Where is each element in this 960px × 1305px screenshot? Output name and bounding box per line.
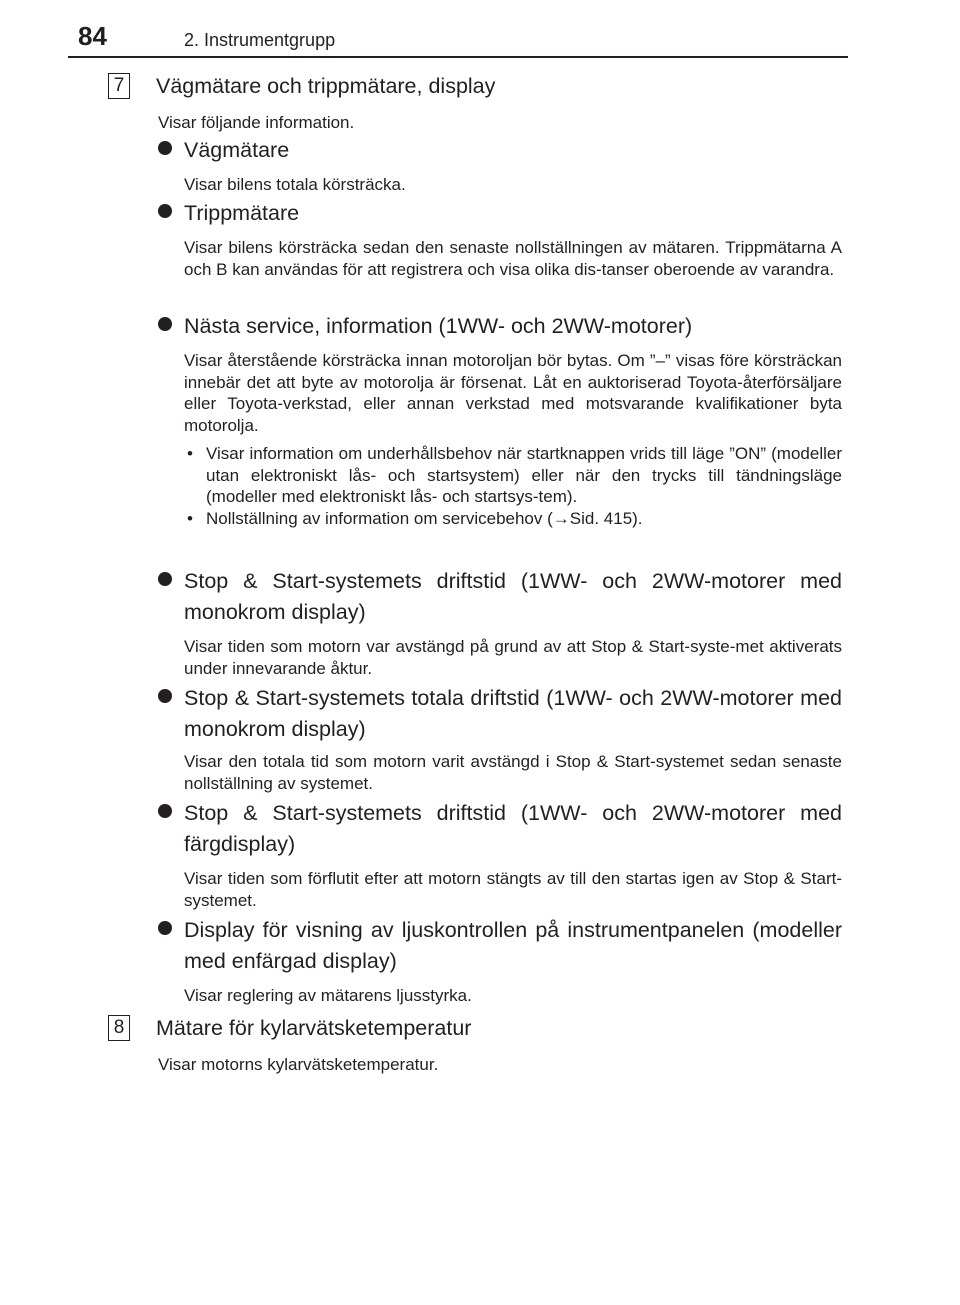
bullet-dot-icon — [158, 572, 172, 586]
item-number-badge: 7 — [108, 73, 130, 99]
bullet-description: Visar tiden som motorn var avstängd på grund av att Stop & Start-syste-met aktiverats under innevarande åktur. — [184, 637, 842, 678]
bullet-description: Visar bilens totala körsträcka. — [184, 175, 406, 194]
bullet-dot-icon — [158, 141, 172, 155]
item-8-description: Visar motorns kylarvätsketemperatur. — [158, 1055, 439, 1074]
item-8-title: Mätare för kylarvätsketemperatur — [156, 1016, 472, 1040]
bullet-title: Vägmätare — [184, 138, 290, 162]
item-7-heading — [108, 72, 495, 100]
sub-list-item: • Nollställning av information om servicebehov (→Sid. 415). — [184, 508, 842, 530]
bullet-odometer — [158, 135, 842, 166]
bullet-tripmeter — [158, 198, 842, 229]
bullet-title: Display för visning av ljuskontrollen på instrumentpanelen (modeller med enfärgad display) — [184, 918, 842, 973]
item-7-intro: Visar följande information. — [158, 113, 355, 132]
item-number-badge: 8 — [108, 1015, 130, 1041]
bullet-dot-icon — [158, 689, 172, 703]
service-sub-list — [184, 443, 842, 529]
bullet-stop-start-total-mono — [158, 683, 842, 745]
section-header: 2. Instrumentgrupp — [184, 30, 336, 50]
sub-list-item: • Visar information om underhållsbehov när startknappen vrids till läge ”ON” (modeller utan elektroniskt lås- och startsystem) eller när den trycks till tändningsläge (modeller med elektroniskt lås- och startsys-tem). — [184, 443, 842, 508]
bullet-light-control — [158, 915, 842, 977]
bullet-description: Visar återstående körsträcka innan motoroljan bör bytas. Om ”–” visas före körsträckan innebär det att byte av motorolja är försenat. Låt en auktoriserad Toyota-återförsäljare eller Toyota-verkstad, eller annan verkstad med motsvarande kvalifikationer byta motorolja. — [184, 351, 842, 435]
header-divider — [68, 56, 848, 58]
bullet-title: Stop & Start-systemets totala driftstid (1WW- och 2WW-motorer med monokrom display) — [184, 686, 842, 741]
item-8-heading — [108, 1014, 471, 1042]
bullet-stop-start-time-color — [158, 798, 842, 860]
bullet-title: Stop & Start-systemets driftstid (1WW- och 2WW-motorer med färgdisplay) — [184, 801, 842, 856]
bullet-next-service — [158, 311, 842, 342]
item-7-title: Vägmätare och trippmätare, display — [156, 74, 496, 98]
bullet-title: Trippmätare — [184, 201, 300, 225]
bullet-dot-icon — [158, 317, 172, 331]
bullet-description: Visar tiden som förflutit efter att motorn stängts av till den startas igen av Stop & Start-systemet. — [184, 869, 842, 910]
bullet-dot-icon — [158, 804, 172, 818]
bullet-description: Visar bilens körsträcka sedan den senaste nollställningen av mätaren. Trippmätarna A och B kan användas för att registrera och visa olika dis-tanser oberoende av varandra. — [184, 238, 842, 279]
bullet-description: Visar reglering av mätarens ljusstyrka. — [184, 986, 472, 1005]
bullet-title: Nästa service, information (1WW- och 2WW-motorer) — [184, 314, 693, 338]
page-number: 84 — [78, 21, 107, 51]
bullet-title: Stop & Start-systemets driftstid (1WW- och 2WW-motorer med monokrom display) — [184, 569, 842, 624]
bullet-stop-start-time-mono — [158, 566, 842, 628]
bullet-dot-icon — [158, 204, 172, 218]
bullet-description: Visar den totala tid som motorn varit avstängd i Stop & Start-systemet sedan senaste nollställning av systemet. — [184, 752, 842, 793]
bullet-dot-icon — [158, 921, 172, 935]
